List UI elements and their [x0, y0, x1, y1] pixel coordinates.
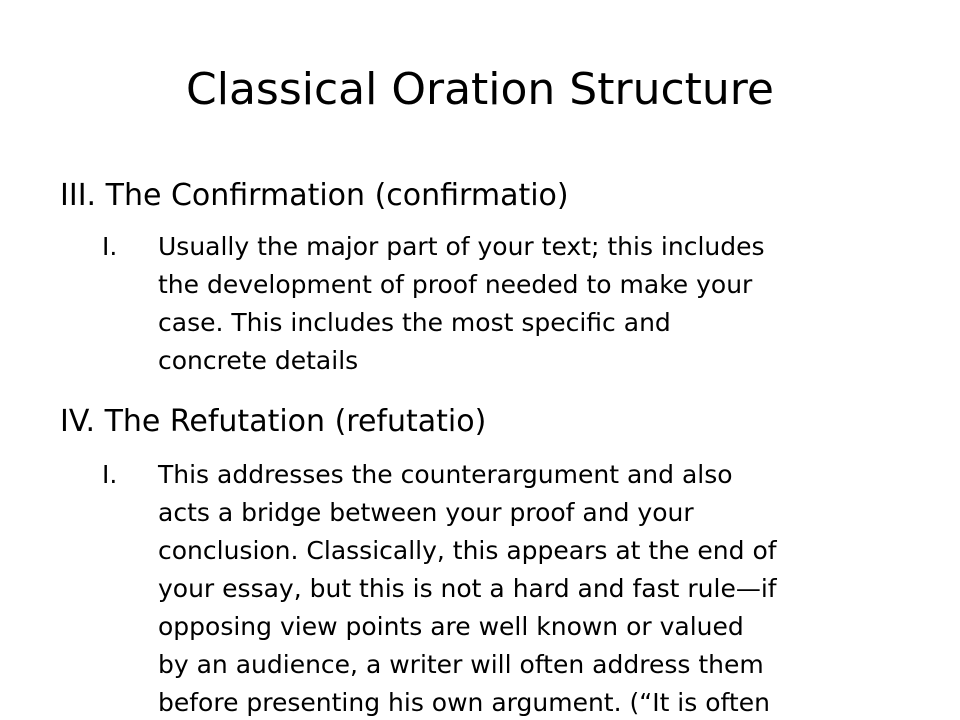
list-item-text: This addresses the counterargument and also acts a bridge between your proof and your conclusion. Classically, this appears at the end of your essay, but this is not a hard and fast rule—if opposing view points are well known or valued by an audience, a writer will often address them before presenting his own argument. (“It is often [158, 460, 777, 717]
list-item-text: Usually the major part of your text; this includes the development of proof needed to make your case. This includes the most specific and concrete details [158, 232, 765, 375]
list-item-confirmation-1 [102, 228, 902, 380]
list-item-refutation-1 [102, 456, 902, 720]
list-item-marker: I. [102, 460, 118, 489]
slide-title: Classical Oration Structure [186, 64, 774, 115]
section-heading-refutation: IV. The Refutation (refutatio) [60, 404, 487, 439]
section-heading-confirmation: III. The Confirmation (confirmatio) [60, 178, 569, 213]
list-item-marker: I. [102, 232, 118, 261]
